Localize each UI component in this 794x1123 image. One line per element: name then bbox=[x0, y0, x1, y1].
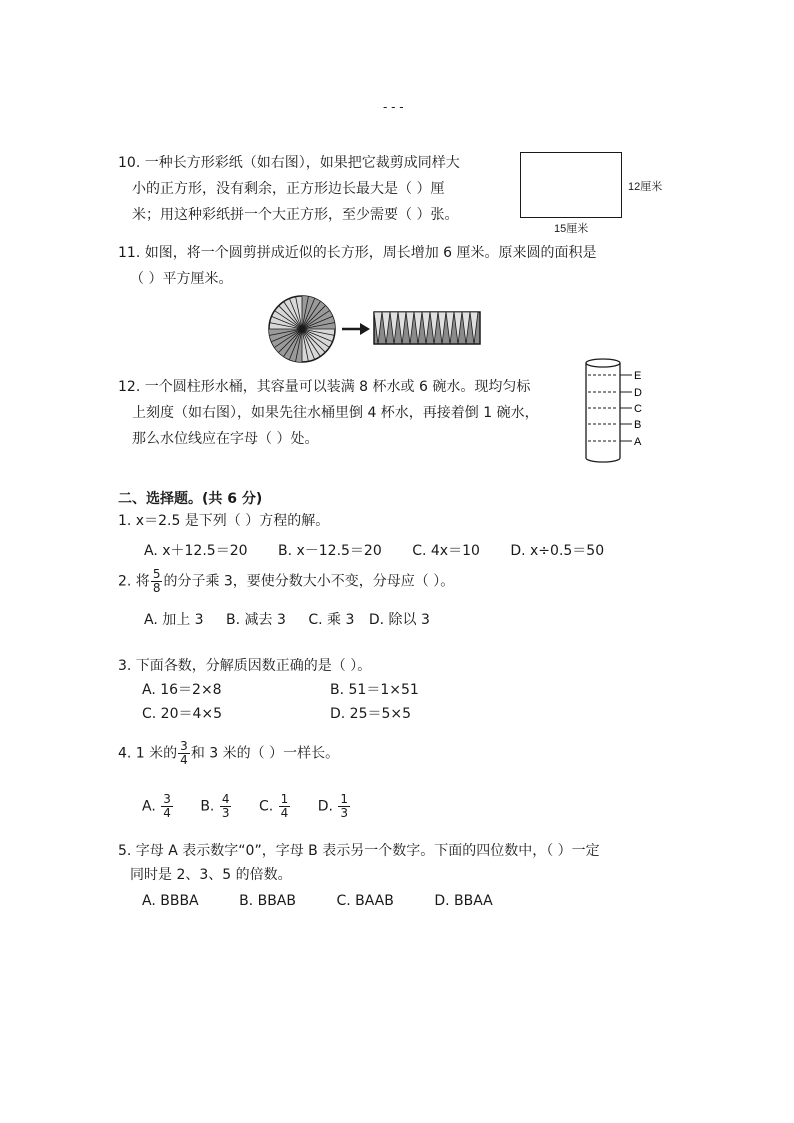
cq4-stem bbox=[118, 740, 377, 767]
mark-d: D bbox=[634, 387, 642, 399]
q11-line2: （ ）平方厘米。 bbox=[130, 271, 233, 287]
q10-line1: 10. 一种长方形彩纸（如右图），如果把它裁剪成同样大 bbox=[118, 155, 460, 171]
cq3-option-c[interactable]: C. 20＝4×5 bbox=[142, 706, 223, 722]
cq3-option-d[interactable]: D. 25＝5×5 bbox=[330, 706, 412, 722]
cq4-option-d-num: 1 bbox=[340, 792, 349, 806]
choice-question-1 bbox=[118, 510, 630, 562]
cq4-option-d-den: 3 bbox=[340, 806, 349, 820]
cq4-suffix: 和 3 米的（ ）一样长。 bbox=[190, 745, 340, 762]
q12-line2: 上刻度（如右图），如果先往水桶里倒 4 杯水，再接着倒 1 碗水， bbox=[132, 405, 539, 421]
section-2-title: 二、选择题。(共 6 分) bbox=[118, 491, 263, 507]
cq4-prefix: 4. 1 米的 bbox=[118, 745, 178, 762]
cq4-option-c[interactable] bbox=[259, 793, 291, 820]
q11-line1: 11. 如图，将一个圆剪拼成近似的长方形，周长增加 6 厘米。原来圆的面积是 bbox=[118, 245, 597, 261]
cq2-prefix: 2. 将 bbox=[118, 573, 150, 590]
cq5-option-d[interactable]: D. BBAA bbox=[434, 893, 493, 909]
rearranged-rectangle bbox=[374, 312, 480, 344]
choice-question-2 bbox=[118, 568, 456, 631]
arrow-right-icon bbox=[342, 323, 370, 335]
q10-line2: 小的正方形，没有剩余，正方形边长最大是（ ）厘 bbox=[132, 181, 445, 197]
cq4-option-c-den: 4 bbox=[280, 806, 289, 820]
cq5-line2: 同时是 2、3、5 的倍数。 bbox=[130, 867, 292, 883]
cq4-option-b-den: 3 bbox=[221, 806, 230, 820]
cq2-stem bbox=[118, 568, 456, 595]
cq4-option-a[interactable] bbox=[142, 793, 174, 820]
cq4-option-c-num: 1 bbox=[280, 792, 289, 806]
cq4-option-a-num: 3 bbox=[163, 792, 171, 806]
question-11 bbox=[118, 242, 597, 290]
cq2-fraction-num: 5 bbox=[152, 567, 161, 581]
question-10 bbox=[118, 152, 460, 226]
cq5-line1: 5. 字母 A 表示数字“0”，字母 B 表示另一个数字。下面的四位数中，（ ）一定 bbox=[118, 843, 600, 859]
cq4-fraction bbox=[178, 740, 190, 767]
cq2-option-d[interactable]: D. 除以 3 bbox=[368, 612, 430, 628]
cq2-option-b[interactable]: B. 减去 3 bbox=[226, 612, 286, 628]
cq1-option-c[interactable]: C. 4x＝10 bbox=[412, 543, 480, 559]
header-mark: - - - bbox=[383, 100, 404, 114]
cq3-options bbox=[118, 679, 419, 729]
cq4-option-b-label: B. bbox=[200, 798, 215, 815]
cq4-option-b[interactable] bbox=[200, 793, 232, 820]
cq3-option-a[interactable]: A. 16＝2×8 bbox=[142, 682, 222, 698]
choice-question-4 bbox=[118, 740, 377, 820]
cq4-option-a-den: 4 bbox=[163, 806, 171, 820]
cq5-option-c[interactable]: C. BAAB bbox=[336, 893, 394, 909]
cq1-stem: 1. x＝2.5 是下列（ ）方程的解。 bbox=[118, 513, 330, 529]
cq2-option-a[interactable]: A. 加上 3 bbox=[144, 612, 204, 628]
cq2-suffix: 的分子乘 3，要使分数大小不变，分母应（ ）。 bbox=[163, 573, 455, 590]
rectangle-height-label: 12厘米 bbox=[628, 181, 663, 193]
cq1-option-a[interactable]: A. x＋12.5＝20 bbox=[144, 543, 248, 559]
mark-b: B bbox=[634, 419, 642, 431]
q12-line3: 那么水位线应在字母（ ）处。 bbox=[132, 431, 319, 447]
sectored-circle bbox=[269, 296, 335, 362]
mark-e: E bbox=[634, 370, 642, 382]
cq4-option-c-label: C. bbox=[258, 798, 274, 815]
cq1-option-b[interactable]: B. x－12.5＝20 bbox=[277, 543, 382, 559]
mark-c: C bbox=[634, 403, 642, 415]
cq5-option-b[interactable]: B. BBAB bbox=[239, 893, 296, 909]
question-12 bbox=[118, 376, 539, 450]
cq4-fraction-den: 4 bbox=[180, 753, 188, 767]
cq4-option-a-label: A. bbox=[142, 798, 156, 815]
cq4-options bbox=[142, 793, 377, 820]
cq2-options bbox=[144, 609, 456, 631]
cq4-option-d-label: D. bbox=[317, 798, 333, 815]
q10-line3: 米；用这种彩纸拼一个大正方形，至少需要（ ）张。 bbox=[132, 207, 459, 223]
rectangle-width-label: 15厘米 bbox=[554, 223, 589, 235]
cq2-fraction-den: 8 bbox=[152, 581, 161, 595]
cq5-options bbox=[142, 890, 600, 912]
cq1-options bbox=[144, 540, 630, 562]
cq3-option-b[interactable]: B. 51＝1×51 bbox=[330, 682, 419, 698]
cq2-fraction bbox=[151, 568, 163, 595]
cq2-option-c[interactable]: C. 乘 3 bbox=[308, 612, 355, 628]
circle-rearrange-diagram bbox=[266, 292, 488, 366]
q12-line1: 12. 一个圆柱形水桶，其容量可以装满 8 杯水或 6 碗水。现均匀标 bbox=[118, 379, 531, 395]
choice-question-5 bbox=[118, 840, 600, 912]
cq3-stem: 3. 下面各数，分解质因数正确的是（ ）。 bbox=[118, 658, 372, 674]
cq4-option-d[interactable] bbox=[318, 793, 351, 820]
choice-question-3 bbox=[118, 655, 419, 729]
rectangle-diagram bbox=[520, 152, 622, 218]
cq4-option-b-num: 4 bbox=[221, 792, 230, 806]
mark-a: A bbox=[634, 436, 642, 448]
cq4-fraction-num: 3 bbox=[180, 739, 188, 753]
cq5-option-a[interactable]: A. BBBA bbox=[142, 893, 199, 909]
cq1-option-d[interactable]: D. x÷0.5＝50 bbox=[510, 543, 605, 559]
cylinder-bucket-diagram bbox=[580, 356, 650, 466]
